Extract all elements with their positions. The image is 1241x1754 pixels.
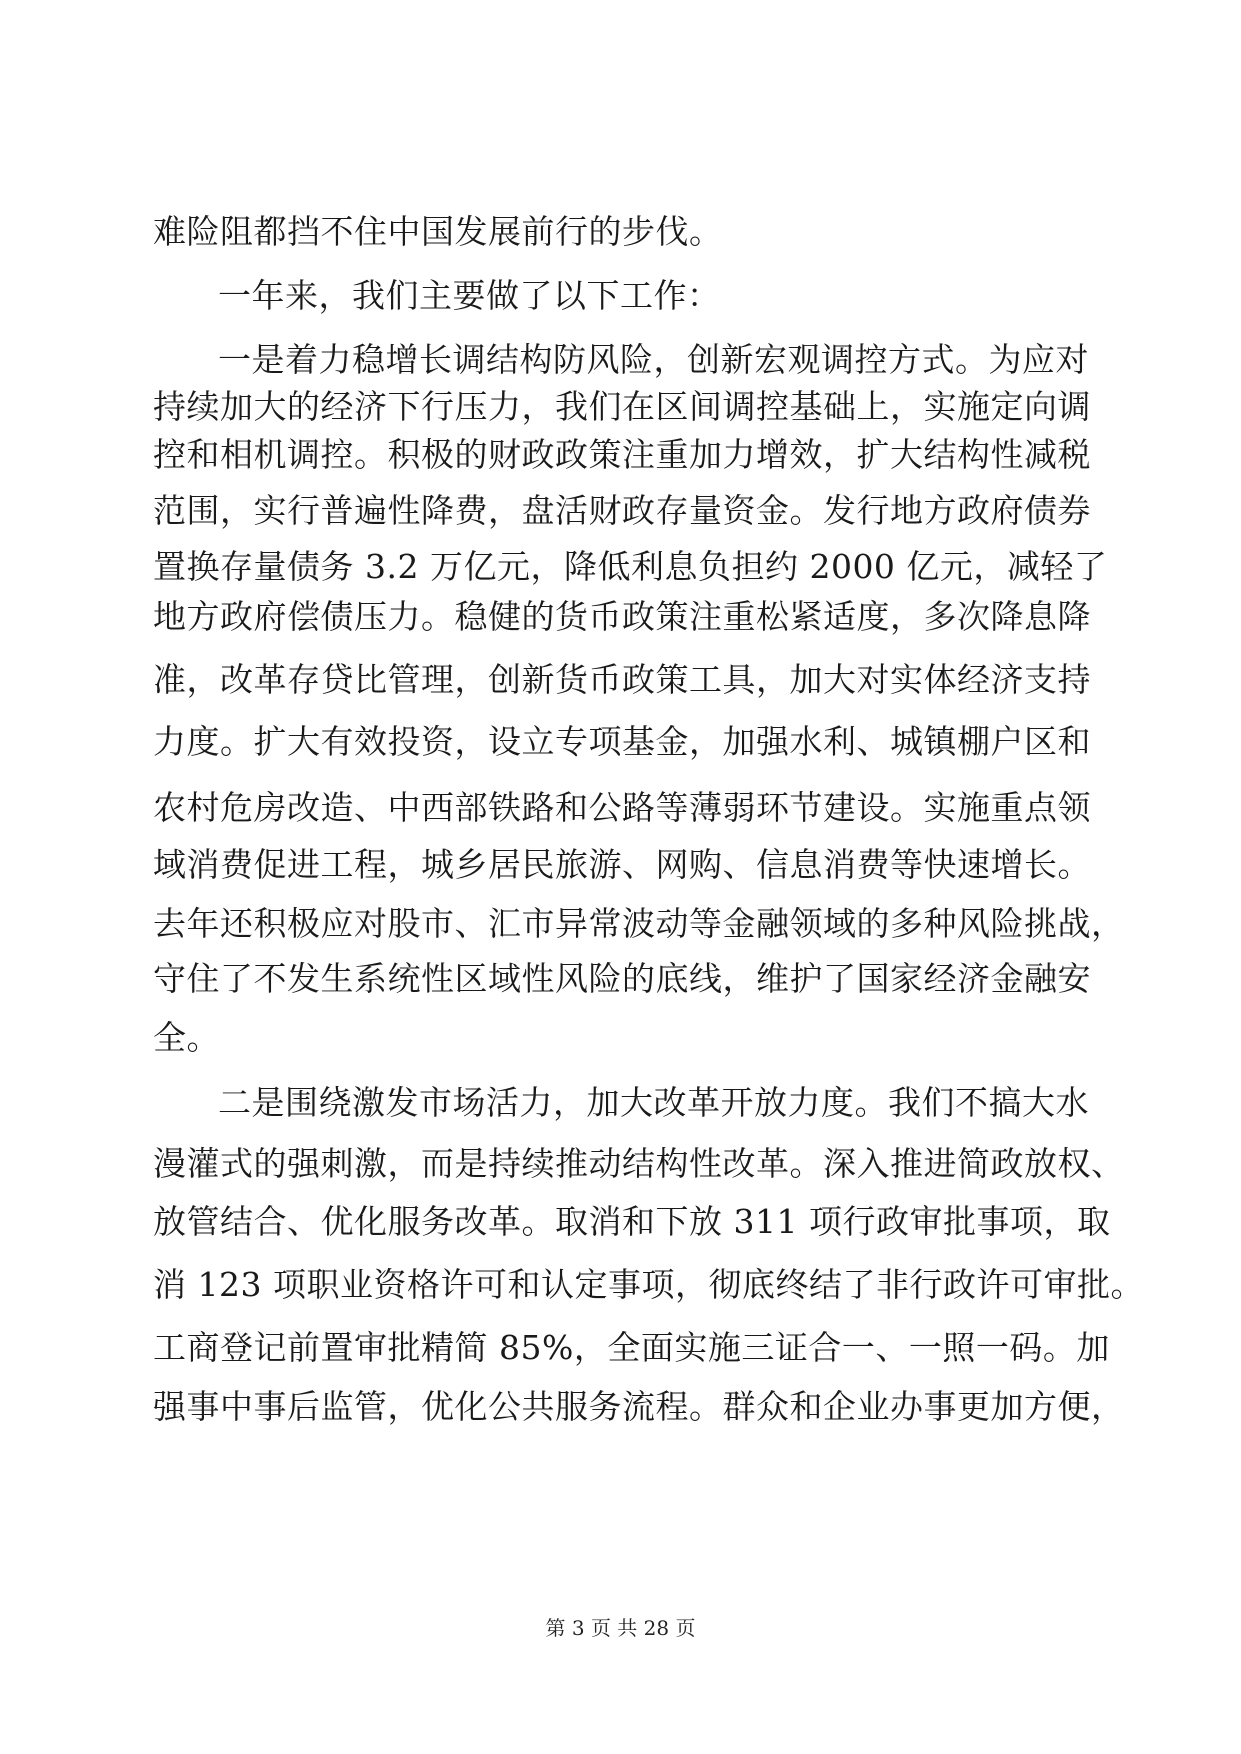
text-line-indented: 二是围绕激发市场活力，加大改革开放力度。我们不搞大水 <box>218 1083 1089 1122</box>
text-line: 控和相机调控。积极的财政政策注重加力增效，扩大结构性减税 <box>153 435 1091 474</box>
text-line: 力度。扩大有效投资，设立专项基金，加强水利、城镇棚户区和 <box>153 722 1091 761</box>
text-line: 放管结合、优化服务改革。取消和下放 311 项行政审批事项，取 <box>153 1202 1111 1241</box>
text-line: 漫灌式的强刺激，而是持续推动结构性改革。深入推进简政放权、 <box>153 1144 1125 1183</box>
text-line: 守住了不发生系统性区域性风险的底线，维护了国家经济金融安 <box>153 959 1091 998</box>
text-line-indented: 一年来，我们主要做了以下工作： <box>218 276 721 315</box>
text-line: 农村危房改造、中西部铁路和公路等薄弱环节建设。实施重点领 <box>153 788 1091 827</box>
text-line: 范围，实行普遍性降费，盘活财政存量资金。发行地方政府债券 <box>153 491 1091 530</box>
text-line: 域消费促进工程，城乡居民旅游、网购、信息消费等快速增长。 <box>153 845 1091 884</box>
text-line: 工商登记前置审批精简 85%，全面实施三证合一、一照一码。加 <box>153 1328 1110 1367</box>
text-line: 准，改革存贷比管理，创新货币政策工具，加大对实体经济支持 <box>153 660 1091 699</box>
text-line: 持续加大的经济下行压力，我们在区间调控基础上，实施定向调 <box>153 387 1091 426</box>
text-line: 消 123 项职业资格许可和认定事项，彻底终结了非行政许可审批。 <box>153 1265 1144 1304</box>
text-line: 全。 <box>153 1018 220 1057</box>
page-footer: 第 3 页 共 28 页 <box>545 1616 696 1640</box>
text-line: 置换存量债务 3.2 万亿元，降低利息负担约 2000 亿元，减轻了 <box>153 547 1108 586</box>
text-line: 强事中事后监管，优化公共服务流程。群众和企业办事更加方便， <box>153 1387 1125 1426</box>
text-line: 去年还积极应对股市、汇市异常波动等金融领域的多种风险挑战， <box>153 904 1125 943</box>
text-line: 难险阻都挡不住中国发展前行的步伐。 <box>153 212 723 251</box>
text-line-indented: 一是着力稳增长调结构防风险，创新宏观调控方式。为应对 <box>218 340 1089 379</box>
text-line: 地方政府偿债压力。稳健的货币政策注重松紧适度，多次降息降 <box>153 597 1091 636</box>
